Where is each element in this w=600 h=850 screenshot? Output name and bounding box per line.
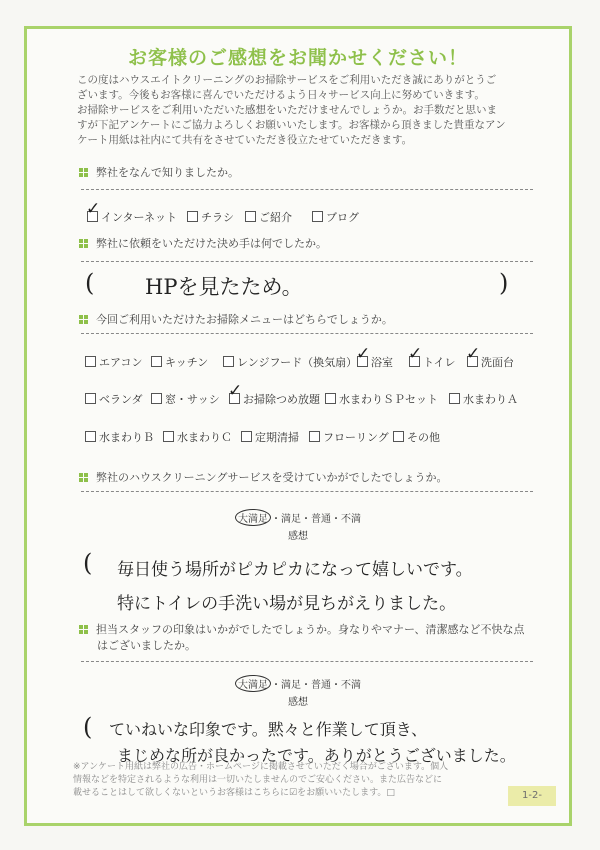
- bullet-icon: [79, 315, 88, 324]
- question-4-label: 弊社のハウスクリーニングサービスを受けていかがでしたでしょうか。: [96, 471, 448, 484]
- question-2-label: 弊社に依頼をいただけた決め手は何でしたか。: [96, 237, 327, 250]
- checkbox[interactable]: [228, 381, 243, 404]
- intro-line: お掃除サービスをご利用いただいた感想をいただけませんでしょうか。お手数だと思いま: [77, 104, 497, 116]
- option-label: 水まわりＣ: [177, 431, 232, 444]
- divider: [81, 661, 533, 662]
- footer-line: 載せることはして欲しくないというお客様はこちらに☑をお願いいたします。□: [73, 788, 395, 798]
- check-mark-icon: ✓: [408, 344, 423, 364]
- check-mark-icon: ✓: [466, 344, 481, 364]
- option-label: 定期清掃: [255, 431, 299, 444]
- rating-scale-4: [27, 509, 569, 526]
- intro-line: ざいます。今後もお客様に喜んでいただけるよう日々サービス向上に努めていきます。: [77, 89, 485, 101]
- checkbox[interactable]: [449, 393, 460, 404]
- checkbox[interactable]: [85, 431, 96, 442]
- option-referral[interactable]: [245, 209, 292, 225]
- checkbox[interactable]: [151, 393, 162, 404]
- intro-line: ケート用紙は社内にて共有をさせていただき役立たせていただきます。: [77, 134, 413, 146]
- option-label: 窓・サッシ: [165, 393, 220, 406]
- menu-water-b[interactable]: [85, 429, 154, 445]
- divider: [81, 189, 533, 190]
- option-label: キッチン: [165, 356, 209, 369]
- kanso-label: 感想: [288, 531, 308, 542]
- option-label: ご紹介: [259, 211, 292, 224]
- handwritten-answer-4-line2: 特にトイレの手洗い場が見ちがえりました。: [117, 594, 457, 614]
- bullet-icon: [79, 473, 88, 482]
- menu-veranda[interactable]: [85, 391, 143, 407]
- question-2: [79, 235, 327, 251]
- option-label: 水まわりＳＰセット: [339, 393, 438, 406]
- open-paren: (: [85, 269, 95, 297]
- intro-text: [77, 73, 557, 148]
- checkbox[interactable]: [163, 431, 174, 442]
- handwritten-answer-4-line1: 毎日使う場所がピカピカになって嬉しいです。: [117, 560, 473, 580]
- checkbox[interactable]: [245, 211, 256, 222]
- question-1-label: 弊社をなんで知りましたか。: [96, 166, 239, 179]
- survey-title: お客様のご感想をお聞かせください！: [127, 47, 468, 69]
- checkbox[interactable]: [312, 211, 323, 222]
- menu-bathroom[interactable]: [356, 344, 393, 370]
- option-label: インターネット: [101, 211, 178, 224]
- question-1: [79, 164, 239, 180]
- option-label: お掃除つめ放題: [243, 393, 320, 406]
- checkbox[interactable]: [393, 431, 404, 442]
- footer-note: [73, 761, 543, 800]
- question-4: [79, 469, 447, 485]
- check-mark-icon: ✓: [86, 199, 101, 219]
- menu-window[interactable]: [151, 391, 220, 407]
- rating-selected[interactable]: 大満足: [235, 675, 271, 692]
- option-label: レンジフード（換気扇）: [237, 356, 358, 369]
- rating-options: ・満足・普通・不満: [271, 680, 361, 691]
- checkbox[interactable]: [241, 431, 252, 442]
- option-label: チラシ: [201, 211, 234, 224]
- close-paren: ): [499, 269, 509, 297]
- rating-options: ・満足・普通・不満: [271, 514, 361, 525]
- menu-kitchen[interactable]: [151, 354, 208, 370]
- bullet-icon: [79, 239, 88, 248]
- option-label: 水まわりＢ: [99, 431, 154, 444]
- menu-rangehood[interactable]: [223, 354, 357, 370]
- menu-flooring[interactable]: [309, 429, 389, 445]
- question-5: [79, 621, 525, 637]
- checkbox[interactable]: [356, 344, 371, 367]
- rating-scale-5: [27, 675, 569, 692]
- checkbox[interactable]: [309, 431, 320, 442]
- option-label: フローリング: [323, 431, 389, 444]
- checkbox[interactable]: [85, 393, 96, 404]
- menu-toilet[interactable]: [408, 344, 456, 370]
- question-5-label-line1: 担当スタッフの印象はいかがでしたでしょうか。身なりやマナー、清潔感など不快な点: [96, 623, 525, 636]
- highlighter-stamp: 1-2-: [508, 786, 556, 806]
- open-paren: (: [83, 549, 93, 577]
- survey-sheet: [24, 26, 572, 826]
- option-label: 洗面台: [481, 356, 514, 369]
- option-label: エアコン: [99, 356, 143, 369]
- menu-unlimited[interactable]: [228, 381, 320, 407]
- footer-line: ※アンケート用紙は弊社の広告・ホームページに掲載させていただく場合がございます。個人: [73, 762, 449, 772]
- option-label: トイレ: [423, 356, 456, 369]
- checkbox[interactable]: [85, 356, 96, 367]
- divider: [81, 491, 533, 492]
- question-5-line2: はございましたか。: [97, 639, 196, 652]
- menu-water-a[interactable]: [449, 391, 518, 407]
- check-mark-icon: ✓: [228, 381, 243, 401]
- checkbox[interactable]: [223, 356, 234, 367]
- menu-washbasin[interactable]: [466, 344, 514, 370]
- footer-line: 情報などを特定されるような利用は一切いたしませんのでご安心ください。また広告などに: [73, 775, 443, 785]
- option-label: 浴室: [371, 356, 393, 369]
- handwritten-answer-2: HPを見たため。: [145, 275, 303, 299]
- option-label: その他: [407, 431, 440, 444]
- question-3-label: 今回ご利用いただけたお掃除メニューはどちらでしょうか。: [96, 313, 393, 326]
- bullet-icon: [79, 625, 88, 634]
- handwritten-answer-5-line2: まじめな所が良かったです。ありがとうございました。: [117, 746, 516, 765]
- open-paren: (: [83, 713, 93, 741]
- checkbox[interactable]: [325, 393, 336, 404]
- divider: [81, 333, 533, 334]
- option-blog[interactable]: [312, 209, 359, 225]
- option-label: ブログ: [326, 211, 359, 224]
- divider: [81, 261, 533, 262]
- checkbox[interactable]: [151, 356, 162, 367]
- checkbox[interactable]: [466, 344, 481, 367]
- checkbox[interactable]: [86, 199, 101, 222]
- menu-water-sp[interactable]: [325, 391, 438, 407]
- menu-other[interactable]: [393, 429, 440, 445]
- menu-aircon[interactable]: [85, 354, 142, 370]
- option-internet[interactable]: [86, 199, 178, 225]
- rating-selected[interactable]: 大満足: [235, 509, 271, 526]
- check-mark-icon: ✓: [356, 344, 371, 364]
- intro-line: この度はハウスエイトクリーニングのお掃除サービスをご利用いただき誠にありがとうご: [77, 74, 497, 86]
- option-label: ベランダ: [99, 393, 143, 406]
- question-3: [79, 311, 393, 327]
- menu-regular-cleaning[interactable]: [241, 429, 299, 445]
- option-label: 水まわりＡ: [463, 393, 518, 406]
- checkbox[interactable]: [408, 344, 423, 367]
- menu-water-c[interactable]: [163, 429, 232, 445]
- kanso-label: 感想: [288, 697, 308, 708]
- bullet-icon: [79, 168, 88, 177]
- checkbox[interactable]: [187, 211, 198, 222]
- option-flyer[interactable]: [187, 209, 234, 225]
- handwritten-answer-5-line1: ていねいな印象です。黙々と作業して頂き、: [109, 720, 428, 739]
- intro-line: すが下記アンケートにご協力よろしくお願いいたします。お客様から頂きました貴重なアン: [77, 119, 506, 131]
